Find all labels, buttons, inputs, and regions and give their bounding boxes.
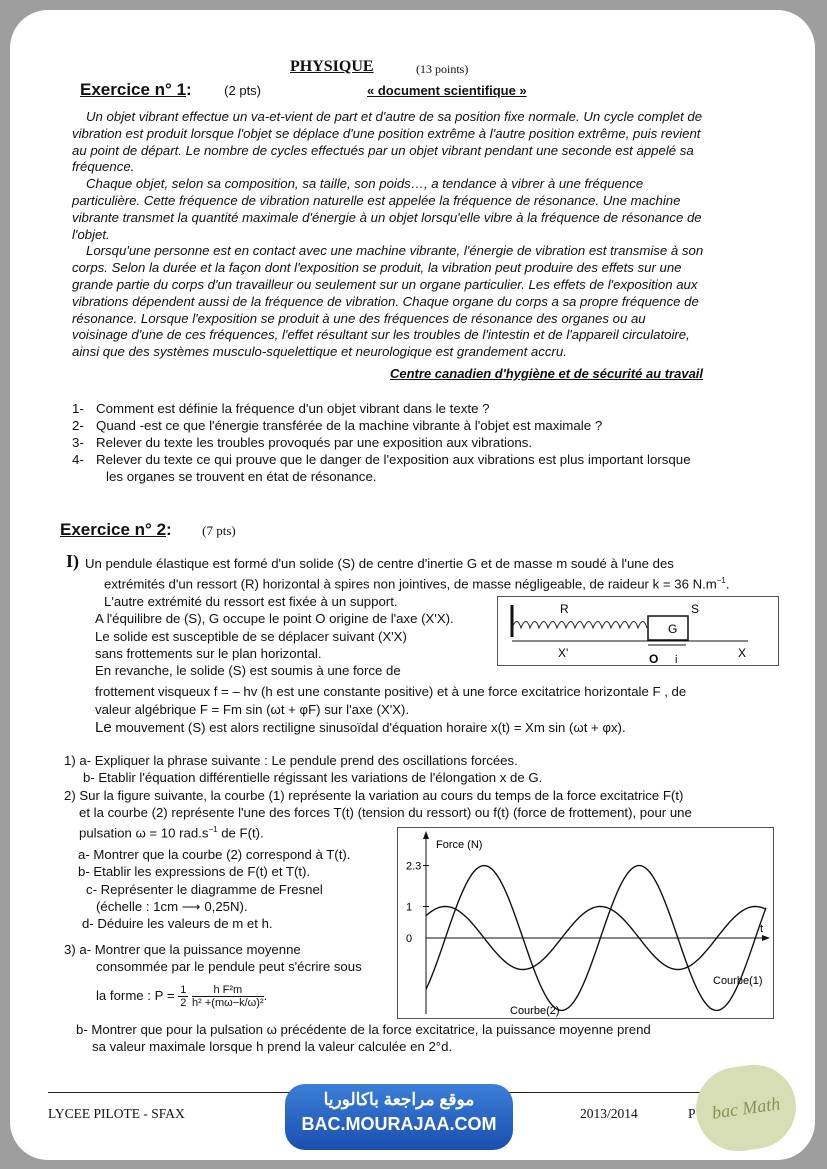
label-G: G — [668, 622, 678, 636]
intro-line: En revanche, le solide (S) est soumis à une force de — [95, 663, 401, 679]
question-item — [72, 434, 792, 451]
label-S: S — [691, 602, 700, 616]
ex2-points: (7 pts) — [202, 523, 236, 538]
q1b: b- Etablir l'équation différentielle régissant les variations de l'élongation x de G. — [83, 770, 543, 786]
para2-line: l'objet. — [72, 226, 110, 242]
school-name: LYCEE PILOTE - SFAX — [48, 1106, 185, 1121]
motion-line — [95, 719, 795, 736]
label-i: i — [675, 654, 678, 665]
q3b — [76, 1021, 796, 1056]
force-equation: valeur algébrique F = Fm sin (ωt + φF) sur l'axe (X'X). — [95, 701, 410, 717]
q2-line: et la courbe (2) représente l'une des forces T(t) (tension du ressort) ou f(t) (force de frottement), pour une — [79, 804, 692, 820]
badge-arabic: موقع مراجعة باكالوريا — [323, 1090, 475, 1109]
intro-line-k — [104, 572, 795, 593]
y-tick-label: 1 — [406, 901, 413, 914]
para3-line: ainsi que des systèmes musculo-squelettique et neurologique est grandement accru. — [72, 344, 567, 360]
ex2-colon: : — [166, 520, 172, 539]
intro-line: A l'équilibre de (S), G occupe le point O origine de l'axe (X'X). — [95, 611, 454, 627]
question-item — [72, 417, 792, 434]
q2a: a- Montrer que la courbe (2) correspond à T(t). — [78, 847, 351, 862]
q3b-line: sa valeur maximale lorsque h prend la valeur calculée en 2°d. — [92, 1039, 453, 1055]
part-roman: I) — [66, 551, 79, 571]
q2d: d- Déduire les valeurs de m et h. — [82, 916, 273, 932]
question-continuation: les organes se trouvent en état de résonance. — [106, 469, 377, 484]
fraction-main — [192, 984, 264, 1009]
q3a-line: consommée par le pendule peut s'écrire sous — [96, 959, 362, 975]
question-text: Comment est définie la fréquence d'un objet vibrant dans le texte ? — [96, 401, 490, 416]
ex2-heading — [60, 520, 236, 540]
q3a-line: la forme : P = — [96, 987, 175, 1003]
page-label: P — [688, 1106, 696, 1121]
label-Xprime: X' — [558, 646, 569, 660]
motion-le: Le — [95, 719, 112, 737]
intro-line: Un pendule élastique est formé d'un solide (S) de centre d'inertie G et de masse m soudé à l'une des — [85, 556, 674, 571]
force-chart-svg — [398, 828, 773, 1018]
q2-line: pulsation ω = 10 rad.s — [79, 825, 209, 841]
page-title: PHYSIQUE — [290, 58, 374, 75]
q3a-formula-line: la forme : P = $\frac{1}{2}$ $\frac{\text{h F²m}}{\text{h² +(mω−k/ω)²}}$ . — [96, 983, 268, 1009]
y-axis-label: Force (N) — [436, 839, 483, 851]
ex2-title: Exercice n° 2 — [60, 520, 167, 539]
question-text: Relever du texte les troubles provoqués par une exposition aux vibrations. — [96, 435, 533, 450]
intro-line: extrémités d'un ressort (R) horizontal à spires non jointives, de masse négligeable, de raideur k = 36 N.m — [104, 576, 717, 592]
spring — [512, 622, 647, 629]
total-points: (13 points) — [416, 62, 469, 76]
para1-line: vibration est produit lorsque l'objet se déplace d'une position extrême à l'autre position extrême, puis revient — [72, 125, 701, 141]
question-num: 4- — [72, 452, 84, 467]
k-exponent: −1 — [716, 576, 726, 586]
para3-line: voisinage d'une de ces fréquences, l'effet résultant sur les troubles de l'intestin et de l'appareil circulatoire, — [72, 327, 690, 343]
label-courbe-2: Courbe(2) — [510, 1005, 560, 1017]
question-text: Quand -est ce que l'énergie transférée de la machine vibrante à l'objet est maximale ? — [96, 418, 603, 433]
label-R: R — [560, 602, 569, 616]
para3-line: grande partie du corps d'un travailleur ou seulement sur un organe particulier. Les effets de l'exposition aux — [72, 276, 698, 292]
para3-line: résonance. Lorsque l'exposition se produit à une des fréquences de résonance des organes ou au — [72, 310, 646, 326]
friction-line: frottement visqueux f = – hv (h est une constante positive) et à une force excitatrice horizontale F , de — [95, 684, 687, 700]
fraction-half — [178, 984, 188, 1009]
q2c: c- Représenter le diagramme de Fresnel — [86, 881, 323, 897]
q1a: 1) a- Expliquer la phrase suivante : Le pendule prend des oscillations forcées. — [64, 753, 518, 768]
x-axis-label: t — [760, 923, 764, 935]
ex1-text — [72, 109, 782, 361]
omega-exponent: −1 — [208, 825, 218, 835]
para3-line: Lorsqu'une personne est en contact avec une machine vibrante, l'énergie de vibration est transmise à son — [86, 243, 704, 259]
k-end: . — [725, 576, 730, 592]
frac-num: 1 — [180, 983, 187, 996]
y-arrow — [423, 831, 429, 839]
school-year: 2013/2014 — [580, 1106, 638, 1121]
y-tick-label: 2.3 — [406, 860, 422, 873]
q3b-line: b- Montrer que pour la pulsation ω précédente de la force excitatrice, la puissance moyenne prend — [76, 1022, 651, 1037]
para1-line: fréquence. — [72, 159, 135, 175]
q2b: b- Etablir les expressions de F(t) et T(t). — [78, 864, 311, 880]
label-X: X — [738, 646, 747, 660]
site-badge[interactable] — [285, 1084, 513, 1150]
q3a — [64, 941, 404, 1009]
source-citation: Centre canadien d'hygiène et de sécurité au travail — [390, 366, 704, 381]
q2-line: 2) Sur la figure suivante, la courbe (1) représente la variation au cours du temps de la force excitatrice F(t) — [64, 787, 684, 803]
para3-line: corps. Selon la durée et la façon dont l'exposition se produit, la vibration peut produire des effets sur une — [72, 260, 682, 276]
pendulum-diagram — [498, 597, 778, 665]
intro-line: Le solide est susceptible de se déplacer suivant (X'X) — [95, 628, 407, 644]
y-tick-label: 0 — [406, 933, 413, 945]
para2-line: Chaque objet, selon sa composition, sa taille, son poids…, a tendance à vibrer à une fréquence — [86, 176, 644, 192]
frac-den: h² +(mω−k/ω)² — [192, 996, 264, 1009]
label-O: O — [649, 652, 659, 665]
ex1-colon: : — [186, 80, 192, 99]
para2-line: vibrante transmet la quantité maximale d'énergie à un objet lorsqu'elle vibre à la fréquence de résonance de — [72, 209, 702, 225]
force-chart — [397, 827, 774, 1019]
para1-line: au point de départ. Le nombre de cycles effectués par un objet vibrant pendant une seconde est appelé sa — [72, 142, 694, 158]
q2c-scale: (échelle : 1cm ⟶ 0,25N). — [96, 898, 248, 914]
badge-url: BAC.MOURAJAA.COM — [301, 1114, 497, 1134]
ex1-heading — [80, 80, 261, 100]
para3-line: vibrations dépendent aussi de la fréquence de vibration. Chaque organe du corps a sa propre fréquence de — [72, 293, 699, 309]
bac-math-logo: bac Math — [691, 1059, 802, 1156]
exam-page — [10, 10, 815, 1160]
motion-text: mouvement (S) est alors rectiligne sinusoïdal d'équation horaire x(t) = Xm sin (ωt + φx). — [115, 720, 626, 736]
q3a-line: 3) a- Montrer que la puissance moyenne — [64, 942, 301, 957]
para2-line: particulière. Cette fréquence de vibration naturelle est appelée la fréquence de résonance. Une machine — [72, 192, 681, 208]
question-item — [72, 451, 792, 468]
frac-num: h F²m — [192, 984, 264, 997]
question-item — [72, 400, 792, 417]
question-text: Relever du texte ce qui prouve que le danger de l'exposition aux vibrations est plus important lorsque — [96, 452, 691, 467]
frac-den: 2 — [180, 996, 187, 1009]
pendulum-figure — [497, 596, 779, 666]
ex1-points: (2 pts) — [224, 83, 262, 98]
question-num: 3- — [72, 435, 84, 450]
question-num: 1- — [72, 401, 84, 416]
question-num: 2- — [72, 418, 84, 433]
intro-line: sans frottements sur le plan horizontal. — [95, 645, 322, 661]
label-courbe-1: Courbe(1) — [713, 975, 763, 987]
ex1-questions — [72, 400, 792, 485]
intro-line: L'autre extrémité du ressort est fixée à un support. — [104, 593, 398, 609]
para1-line: Un objet vibrant effectue un va-et-vient de part et d'autre de sa position fixe normale. Un cycle complet de — [86, 109, 703, 124]
q2-subquestions — [78, 846, 398, 932]
ex1-title: Exercice n° 1 — [80, 80, 187, 99]
x-arrow — [762, 935, 770, 941]
q2-end: de F(t). — [217, 825, 264, 841]
ex1-doc-label: « document scientifique » — [367, 83, 527, 98]
